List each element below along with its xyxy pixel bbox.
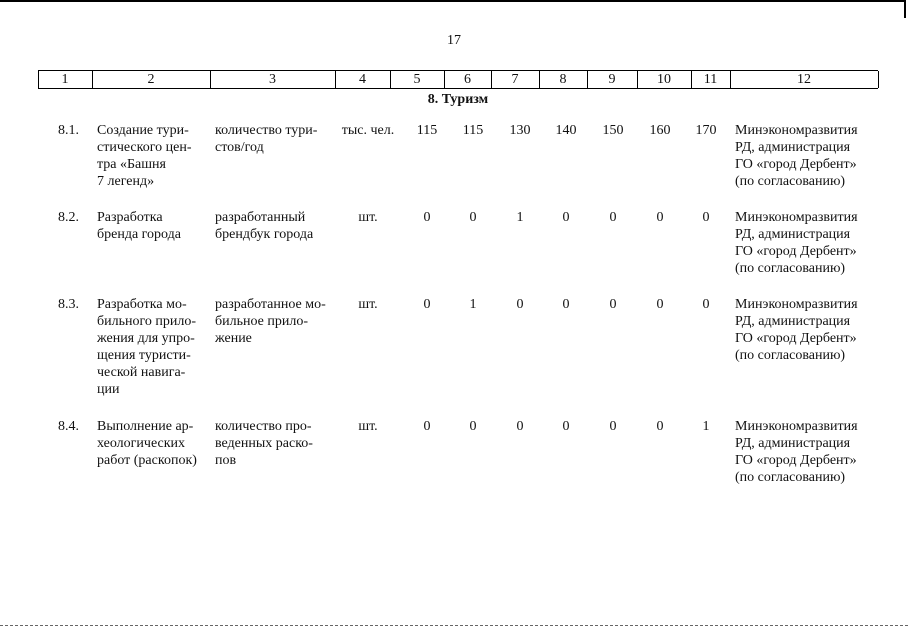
row-number: 8.2.	[58, 210, 79, 225]
unit-of-measure: тыс. чел.	[341, 123, 395, 138]
indicator-name: количество про- веденных раско- пов	[215, 419, 313, 468]
header-bottom-border	[38, 88, 878, 89]
header-divider	[38, 71, 39, 88]
value-cell: 0	[656, 419, 664, 434]
measure-name: Разработка бренда города	[97, 210, 181, 242]
value-cell: 0	[702, 210, 710, 225]
value-cell: 150	[602, 123, 624, 138]
column-number-11: 11	[703, 72, 718, 87]
responsible-executor: Минэкономразвития РД, администрация ГО «город Дербент» (по согласованию)	[735, 210, 858, 276]
value-cell: 140	[555, 123, 577, 138]
indicator-name: разработанный брендбук города	[215, 210, 314, 242]
column-number-12: 12	[797, 72, 811, 87]
unit-of-measure: шт.	[358, 419, 378, 434]
table-row	[0, 296, 908, 406]
header-divider	[491, 71, 492, 88]
header-divider	[335, 71, 336, 88]
value-cell: 0	[609, 210, 617, 225]
indicator-name: разработанное мо- бильное прило- жение	[215, 297, 326, 346]
page-number: 17	[447, 33, 461, 48]
column-number-1: 1	[61, 72, 69, 87]
column-number-4: 4	[359, 72, 366, 87]
value-cell: 0	[423, 210, 431, 225]
column-number-10: 10	[657, 72, 671, 87]
section-title: 8. Туризм	[427, 92, 489, 107]
measure-name: Разработка мо- бильного прило- жения для упро- щения туристи- ческой навига- ции	[97, 297, 197, 397]
column-number-6: 6	[464, 72, 471, 87]
value-cell: 1	[516, 210, 524, 225]
value-cell: 0	[656, 297, 664, 312]
header-divider	[210, 71, 211, 88]
table-row	[0, 418, 908, 528]
header-divider	[730, 71, 731, 88]
indicator-name: количество тури- стов/год	[215, 123, 318, 155]
value-cell: 0	[469, 419, 477, 434]
value-cell: 0	[702, 297, 710, 312]
column-number-8: 8	[559, 72, 567, 87]
header-divider	[444, 71, 445, 88]
value-cell: 115	[416, 123, 438, 138]
column-number-9: 9	[608, 72, 616, 87]
responsible-executor: Минэкономразвития РД, администрация ГО «город Дербент» (по согласованию)	[735, 123, 858, 189]
header-divider	[878, 71, 879, 88]
header-divider	[691, 71, 692, 88]
row-number: 8.1.	[58, 123, 79, 138]
row-number: 8.3.	[58, 297, 79, 312]
row-number: 8.4.	[58, 419, 79, 434]
value-cell: 0	[423, 297, 431, 312]
value-cell: 0	[516, 297, 524, 312]
page-frame-top	[0, 0, 904, 2]
column-number-2: 2	[147, 72, 155, 87]
header-divider	[587, 71, 588, 88]
column-number-3: 3	[269, 72, 276, 87]
column-number-7: 7	[511, 72, 519, 87]
header-divider	[390, 71, 391, 88]
unit-of-measure: шт.	[358, 210, 378, 225]
value-cell: 1	[469, 297, 477, 312]
responsible-executor: Минэкономразвития РД, администрация ГО «город Дербент» (по согласованию)	[735, 419, 858, 485]
value-cell: 0	[562, 297, 570, 312]
header-divider	[539, 71, 540, 88]
column-number-5: 5	[413, 72, 421, 87]
value-cell: 0	[423, 419, 431, 434]
page-frame-right	[904, 0, 906, 18]
header-divider	[92, 71, 93, 88]
value-cell: 0	[562, 210, 570, 225]
value-cell: 1	[702, 419, 710, 434]
responsible-executor: Минэкономразвития РД, администрация ГО «город Дербент» (по согласованию)	[735, 297, 858, 363]
value-cell: 170	[695, 123, 717, 138]
value-cell: 0	[609, 297, 617, 312]
value-cell: 160	[649, 123, 671, 138]
value-cell: 0	[516, 419, 524, 434]
value-cell: 115	[462, 123, 484, 138]
measure-name: Создание тури- стического цен- тра «Башня 7 легенд»	[97, 123, 192, 189]
unit-of-measure: шт.	[358, 297, 378, 312]
header-divider	[637, 71, 638, 88]
value-cell: 0	[562, 419, 570, 434]
page-frame-bottom	[0, 625, 908, 626]
value-cell: 0	[469, 210, 477, 225]
value-cell: 0	[656, 210, 664, 225]
value-cell: 130	[509, 123, 531, 138]
value-cell: 0	[609, 419, 617, 434]
measure-name: Выполнение ар- хеологических работ (раскопок)	[97, 419, 197, 468]
